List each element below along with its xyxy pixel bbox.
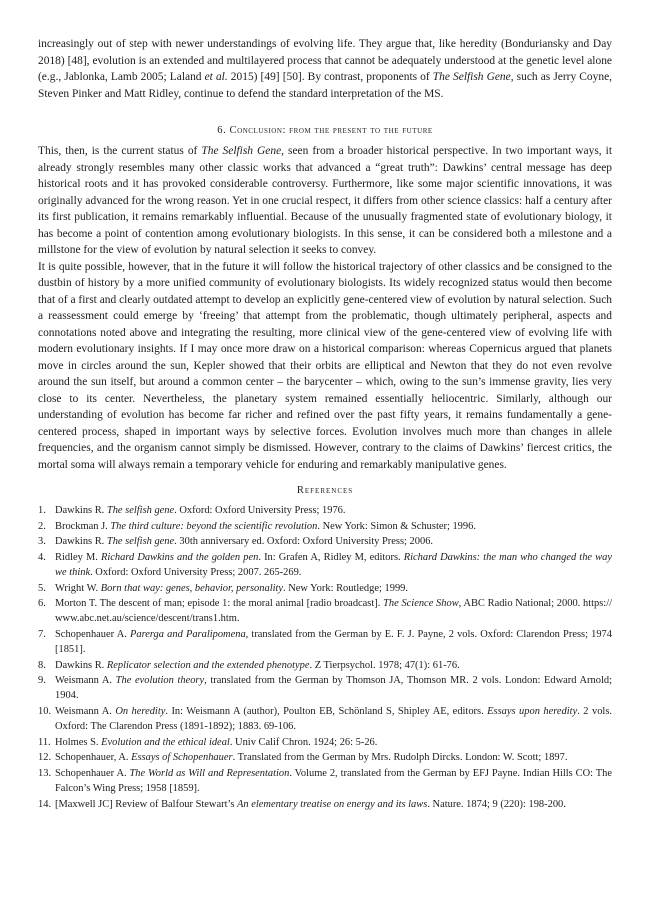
reference-number: 14.: [38, 798, 52, 810]
reference-text: Holmes S.: [55, 736, 102, 748]
reference-text: [Maxwell JC] Review of Balfour Stewart’s: [55, 798, 238, 810]
conclusion-2-text-0: It is quite possible, however, that in the future it will follow the historical trajectory of other classics and be consigned to the dustbin of history by a more unified community of evolutionary biologists. Its widely recognized status would then become that of a first and clearly outdated attempt to develop an explicitly gene-centered view of evolution by natural selection. Such a reassessment could emerge by ‘freeing’ that attempt from the problematic, though ultimately peripheral, aspects and connotations noted above and integrating the resulting, more clinical view of the gene-centered view of evolving life with modern evolutionary insights. If I may once more draw on a historical comparison: whereas Copernicus argued that planets move in circles around the sun, Kepler showed that their orbits are elliptical and Newton that they do not even revolve around the sun itself, but around a common center – the barycenter – which, owing to the sun’s immense gravity, lies very close to its center. Nevertheless, the planetary system remained essentially heliocentric. Similarly, although our understanding of evolution has become far richer and refined over the past fifty years, it remains fundamentally a gene-centered process, shaped in important ways by selective forces. Evolution involves much more than changes in allele frequencies, and the organism cannot simply be dismissed. However, contrary to the claims of Dawkins’ fiercest critics, the mortal soma will always remain a temporary vehicle for enduring and remarkably manipulative genes.: [38, 260, 612, 471]
reference-text: . Univ Calif Chron. 1924; 26: 5-26.: [229, 736, 378, 748]
reference-number: 4.: [38, 551, 46, 563]
article-page: [38, 36, 612, 812]
reference-title: The selfish gene: [106, 536, 175, 548]
reference-text: Weismann A.: [55, 705, 116, 717]
conclusion-1-text-1: The Selfish Gene: [201, 145, 282, 157]
reference-number: 3.: [38, 536, 46, 548]
reference-text: , translated from the German by E. F. J. Payne, 2 vols. Oxford: Clarendon Press; 1974 [1851].: [55, 628, 612, 655]
intro-text-1: et al.: [204, 71, 228, 83]
reference-text: . New York: Simon & Schuster; 1996.: [317, 520, 476, 532]
reference-text: . Volume 2, translated from the German by EFJ Payne. Indian Hills CO: The Falcon’s Wing Press; 1958 [1859].: [55, 767, 612, 794]
reference-text: . New York: Routledge; 1999.: [283, 582, 408, 594]
reference-title: Parerga and Paralipomena: [129, 628, 246, 640]
reference-text: Wright W.: [55, 582, 101, 594]
reference-title: Evolution and the ethical ideal: [101, 736, 230, 748]
reference-item: [38, 534, 612, 549]
references-list: [38, 503, 612, 812]
reference-number: 2.: [38, 520, 46, 532]
reference-number: 8.: [38, 659, 46, 671]
reference-text: , ABC Radio National; 2000. https:// www.abc.net.au/science/descent/trans1.htm.: [55, 598, 613, 625]
intro-text-4: , such as Jerry Coyne, Steven Pinker and Matt Ridley, continue to defend the standard interpretation of the MS.: [38, 71, 612, 100]
reference-text: Dawkins R.: [55, 505, 107, 516]
intro-text-3: The Selfish Gene: [432, 71, 511, 83]
reference-title: Born that way: genes, behavior, personality: [100, 582, 284, 594]
reference-text: . Z Tierpsychol. 1978; 47(1): 61-76.: [309, 659, 460, 671]
reference-text: . In: Grafen A, Ridley M, editors.: [258, 551, 404, 563]
reference-number: 12.: [38, 752, 52, 764]
reference-title: Replicator selection and the extended phenotype: [106, 659, 310, 671]
reference-number: 7.: [38, 628, 46, 640]
intro-text-2: 2015) [49] [50]. By contrast, proponents of: [227, 71, 433, 83]
reference-title: The World as Will and Representation: [129, 767, 290, 779]
reference-item: [38, 658, 612, 673]
reference-number: 13.: [38, 767, 52, 779]
reference-item: [38, 797, 612, 812]
reference-title: The Science Show: [383, 598, 459, 610]
reference-item: [38, 519, 612, 534]
reference-text: . In: Weismann A (author), Poulton EB, Schönland S, Shipley AE, editors.: [165, 705, 488, 717]
reference-text: . Oxford: Oxford University Press; 2007. 265-269.: [90, 566, 302, 578]
reference-item: [38, 550, 612, 580]
reference-title: Essays of Schopenhauer: [131, 752, 233, 764]
reference-number: 10.: [38, 705, 52, 717]
reference-item: [38, 596, 612, 626]
reference-number: 5.: [38, 582, 46, 594]
reference-title: Essays upon heredity: [487, 705, 578, 717]
reference-text: Dawkins R.: [55, 536, 107, 548]
reference-item: [38, 503, 612, 518]
reference-text: Schopenhauer A.: [55, 767, 130, 779]
reference-title: On heredity: [115, 705, 166, 717]
reference-title: The evolution theory: [115, 675, 205, 687]
reference-title: An elementary treatise on energy and its laws: [237, 798, 428, 810]
conclusion-1-text-0: This, then, is the current status of: [38, 145, 202, 157]
reference-title: The third culture: beyond the scientific revolution: [110, 520, 318, 532]
reference-text: Ridley M.: [55, 551, 101, 563]
reference-text: . Oxford: Oxford University Press; 1976.: [174, 505, 346, 516]
reference-number: 1.: [38, 505, 46, 516]
reference-item: [38, 704, 612, 734]
intro-text-0: increasingly out of step with newer understandings of evolving life. They argue that, like heredity (Bonduriansky and Day 2018) [48], evolution is an extended and multilayered process that cannot be adequately understood at the genetic level alone (e.g., Jablonka, Lamb 2005; Laland: [38, 38, 612, 83]
reference-text: Morton T. The descent of man; episode 1: the moral animal [radio broadcast].: [55, 598, 384, 610]
reference-text: Weismann A.: [55, 675, 116, 687]
reference-text: , translated from the German by Thomson JA, Thomson MR. 2 vols. London: Edward Arnold; 1904.: [55, 675, 612, 702]
reference-number: 11.: [38, 736, 51, 748]
reference-item: [38, 735, 612, 750]
reference-number: 6.: [38, 598, 46, 610]
reference-item: [38, 750, 612, 765]
reference-text: . Nature. 1874; 9 (220): 198-200.: [427, 798, 566, 810]
section-heading: 6. Conclusion: from the present to the future: [217, 125, 433, 136]
reference-item: [38, 627, 612, 657]
references-heading: References: [296, 485, 354, 496]
reference-text: Schopenhauer, A.: [55, 752, 132, 764]
reference-item: [38, 673, 612, 703]
reference-text: Schopenhauer A.: [55, 628, 130, 640]
reference-title: Richard Dawkins and the golden pen: [101, 551, 259, 563]
reference-item: [38, 766, 612, 796]
reference-text: Brockman J.: [55, 520, 111, 532]
reference-text: . 30th anniversary ed. Oxford: Oxford University Press; 2006.: [174, 536, 434, 548]
reference-text: . Translated from the German by Mrs. Rudolph Dircks. London: W. Scott; 1897.: [232, 752, 568, 764]
conclusion-paragraph-1: [38, 143, 612, 259]
conclusion-1-text-2: , seen from a broader historical perspective. In two important ways, it already strongly resembles many other classic works that advanced a “great truth”: Dawkins’ central message has deep historical roots and it has provoked considerable controversy. Furthermore, like some major scientific innovations, it was originally advanced for the wrong reason. Yet in one crucial respect, it differs from other science classics: half a century after its first publication, it remains remarkably influential. Because of the unusually fragmented state of evolutionary biology, it has become a point of contention among evolutionary biologists. In this sense, it can be considered both a milestone and a millstone for the view of evolution by natural selection it seeks to convey.: [38, 145, 612, 256]
reference-number: 9.: [38, 675, 46, 687]
conclusion-paragraph-2: [38, 259, 612, 474]
reference-text: . 2 vols. Oxford: The Clarendon Press (1891-1892); 1883. 69-106.: [55, 705, 612, 732]
reference-item: [38, 581, 612, 596]
reference-title: The selfish gene: [106, 505, 175, 516]
reference-title: Richard Dawkins: the man who changed the way we think: [55, 551, 612, 578]
intro-paragraph: [38, 36, 612, 102]
reference-text: Dawkins R.: [55, 659, 107, 671]
